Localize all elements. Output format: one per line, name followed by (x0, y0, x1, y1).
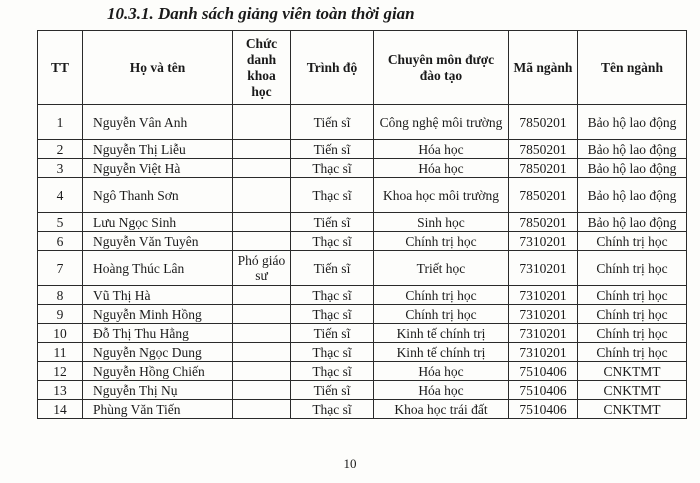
cell-name: Nguyễn Hồng Chiến (83, 362, 233, 381)
cell-title (233, 286, 291, 305)
cell-degree: Thạc sĩ (291, 343, 374, 362)
cell-major: Bảo hộ lao động (578, 213, 687, 232)
header-degree: Trình độ (291, 31, 374, 105)
cell-specialty: Kinh tế chính trị (374, 343, 509, 362)
cell-title: Phó giáo sư (233, 251, 291, 286)
cell-name: Nguyễn Việt Hà (83, 159, 233, 178)
header-major: Tên ngành (578, 31, 687, 105)
cell-name: Phùng Văn Tiến (83, 400, 233, 419)
cell-name: Nguyễn Thị Nụ (83, 381, 233, 400)
table-row (38, 286, 687, 305)
cell-major: Chính trị học (578, 305, 687, 324)
cell-major: Bảo hộ lao động (578, 178, 687, 213)
cell-degree: Thạc sĩ (291, 362, 374, 381)
cell-degree: Thạc sĩ (291, 159, 374, 178)
cell-title (233, 140, 291, 159)
cell-tt: 12 (38, 362, 83, 381)
cell-major: Chính trị học (578, 324, 687, 343)
cell-title (233, 213, 291, 232)
cell-tt: 10 (38, 324, 83, 343)
table-row (38, 140, 687, 159)
cell-specialty: Công nghệ môi trường (374, 105, 509, 140)
page-number: 10 (343, 456, 357, 471)
cell-name: Đỗ Thị Thu Hằng (83, 324, 233, 343)
cell-major: Chính trị học (578, 343, 687, 362)
cell-name: Nguyễn Minh Hồng (83, 305, 233, 324)
cell-code: 7850201 (509, 105, 578, 140)
cell-code: 7310201 (509, 305, 578, 324)
cell-degree: Thạc sĩ (291, 400, 374, 419)
cell-specialty: Kinh tế chính trị (374, 324, 509, 343)
cell-major: Bảo hộ lao động (578, 140, 687, 159)
table-header-row (38, 31, 687, 105)
cell-code: 7310201 (509, 343, 578, 362)
cell-tt: 6 (38, 232, 83, 251)
table-row (38, 105, 687, 140)
header-name: Họ và tên (83, 31, 233, 105)
cell-code: 7510406 (509, 400, 578, 419)
cell-title (233, 381, 291, 400)
cell-degree: Thạc sĩ (291, 286, 374, 305)
cell-title (233, 105, 291, 140)
cell-title (233, 305, 291, 324)
table-row (38, 251, 687, 286)
cell-name: Ngô Thanh Sơn (83, 178, 233, 213)
table-row (38, 178, 687, 213)
cell-code: 7510406 (509, 381, 578, 400)
cell-specialty: Hóa học (374, 381, 509, 400)
header-title: Chức danh khoa học (233, 31, 291, 105)
cell-specialty: Khoa học trái đất (374, 400, 509, 419)
cell-tt: 9 (38, 305, 83, 324)
cell-major: CNKTMT (578, 362, 687, 381)
table-row (38, 159, 687, 178)
cell-code: 7310201 (509, 324, 578, 343)
cell-tt: 5 (38, 213, 83, 232)
cell-degree: Tiến sĩ (291, 324, 374, 343)
cell-tt: 2 (38, 140, 83, 159)
cell-major: Chính trị học (578, 251, 687, 286)
cell-tt: 14 (38, 400, 83, 419)
header-code: Mã ngành (509, 31, 578, 105)
table-row (38, 381, 687, 400)
cell-specialty: Hóa học (374, 362, 509, 381)
cell-major: CNKTMT (578, 400, 687, 419)
cell-specialty: Chính trị học (374, 286, 509, 305)
cell-tt: 4 (38, 178, 83, 213)
cell-tt: 1 (38, 105, 83, 140)
cell-tt: 7 (38, 251, 83, 286)
cell-name: Lưu Ngọc Sinh (83, 213, 233, 232)
cell-code: 7310201 (509, 286, 578, 305)
cell-tt: 13 (38, 381, 83, 400)
cell-degree: Tiến sĩ (291, 251, 374, 286)
cell-degree: Thạc sĩ (291, 232, 374, 251)
cell-name: Nguyễn Vân Anh (83, 105, 233, 140)
table-body (38, 105, 687, 419)
cell-specialty: Khoa học môi trường (374, 178, 509, 213)
cell-code: 7510406 (509, 362, 578, 381)
cell-name: Vũ Thị Hà (83, 286, 233, 305)
table-row (38, 362, 687, 381)
cell-major: CNKTMT (578, 381, 687, 400)
table-row (38, 324, 687, 343)
cell-tt: 11 (38, 343, 83, 362)
cell-code: 7850201 (509, 213, 578, 232)
cell-specialty: Sinh học (374, 213, 509, 232)
cell-title (233, 232, 291, 251)
cell-code: 7850201 (509, 159, 578, 178)
cell-name: Nguyễn Thị Liễu (83, 140, 233, 159)
cell-major: Bảo hộ lao động (578, 159, 687, 178)
lecturer-table (37, 30, 687, 419)
cell-name: Nguyễn Ngọc Dung (83, 343, 233, 362)
cell-degree: Tiến sĩ (291, 105, 374, 140)
cell-specialty: Hóa học (374, 140, 509, 159)
header-tt: TT (38, 31, 83, 105)
cell-degree: Thạc sĩ (291, 178, 374, 213)
cell-title (233, 324, 291, 343)
table-row (38, 343, 687, 362)
cell-title (233, 362, 291, 381)
header-specialty: Chuyên môn được đào tạo (374, 31, 509, 105)
cell-specialty: Triết học (374, 251, 509, 286)
cell-code: 7310201 (509, 251, 578, 286)
cell-code: 7850201 (509, 178, 578, 213)
cell-tt: 3 (38, 159, 83, 178)
cell-degree: Thạc sĩ (291, 305, 374, 324)
table-row (38, 213, 687, 232)
table-row (38, 400, 687, 419)
cell-title (233, 343, 291, 362)
cell-degree: Tiến sĩ (291, 140, 374, 159)
cell-code: 7310201 (509, 232, 578, 251)
cell-specialty: Hóa học (374, 159, 509, 178)
cell-major: Bảo hộ lao động (578, 105, 687, 140)
section-heading: 10.3.1. Danh sách giảng viên toàn thời gian (107, 4, 415, 23)
cell-tt: 8 (38, 286, 83, 305)
cell-name: Hoàng Thúc Lân (83, 251, 233, 286)
cell-specialty: Chính trị học (374, 232, 509, 251)
table-row (38, 232, 687, 251)
cell-title (233, 159, 291, 178)
cell-code: 7850201 (509, 140, 578, 159)
cell-major: Chính trị học (578, 286, 687, 305)
cell-title (233, 178, 291, 213)
cell-specialty: Chính trị học (374, 305, 509, 324)
table-row (38, 305, 687, 324)
cell-major: Chính trị học (578, 232, 687, 251)
cell-title (233, 400, 291, 419)
cell-name: Nguyễn Văn Tuyên (83, 232, 233, 251)
cell-degree: Tiến sĩ (291, 381, 374, 400)
cell-degree: Tiến sĩ (291, 213, 374, 232)
